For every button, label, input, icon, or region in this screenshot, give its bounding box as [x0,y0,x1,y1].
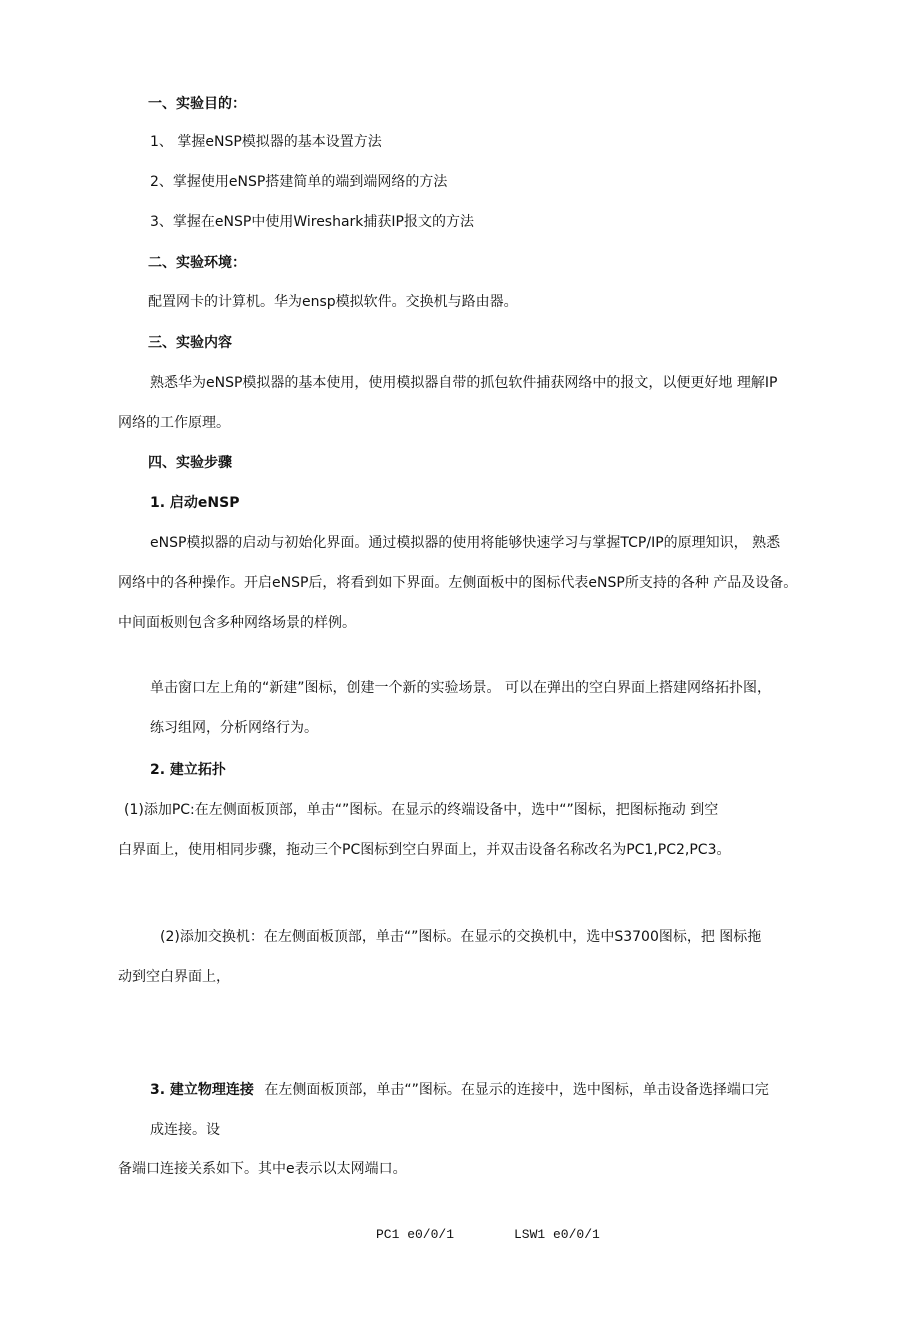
step3-line2: 成连接。设 [150,1122,220,1138]
section3-heading: 三、实验内容 [148,335,232,351]
step1-para2-line1: 单击窗口左上角的“新建”图标，创建一个新的实验场景。 可以在弹出的空白界面上搭建网络拓扑图， [150,680,771,696]
step2-heading: 2. 建立拓扑 [150,762,226,778]
step3-line3: 备端口连接关系如下。其中e表示以太网端口。 [118,1161,407,1177]
objective-item-3: 3、掌握在eNSP中使用Wireshark捕获IP报文的方法 [150,214,474,230]
step1-heading: 1. 启动eNSP [150,495,240,511]
connection-right-port: LSW1 e0/0/1 [514,1227,600,1242]
environment-text: 配置网卡的计算机。华为ensp模拟软件。交换机与路由器。 [148,294,518,310]
content-line-1: 熟悉华为eNSP模拟器的基本使用，使用模拟器自带的抓包软件捕获网络中的报文，以便更好地 理解IP [150,375,778,391]
step2-p1-line1: (1)添加PC:在左侧面板顶部，单击“”图标。在显示的终端设备中，选中“”图标，把图标拖动 到空 [124,802,719,818]
step2-p2-line2: 动到空白界面上， [118,969,230,985]
step2-p2-line1: (2)添加交换机：在左侧面板顶部，单击“”图标。在显示的交换机中，选中S3700图标，把 图标拖 [160,929,762,945]
step3-heading: 3. 建立物理连接 [150,1082,254,1098]
step1-para1-line1: eNSP模拟器的启动与初始化界面。通过模拟器的使用将能够快速学习与掌握TCP/IP的原理知识， 熟悉 [150,535,781,551]
content-line-2: 网络的工作原理。 [118,415,230,431]
section4-heading: 四、实验步骤 [148,455,232,471]
step3-line1 [150,1080,769,1100]
connection-left-port: PC1 e0/0/1 [376,1227,455,1242]
objective-item-2: 2、掌握使用eNSP搭建简单的端到端网络的方法 [150,174,448,190]
section1-heading: 一、实验目的： [148,96,246,112]
step1-para2-line2: 练习组网，分析网络行为。 [150,720,318,736]
section2-heading: 二、实验环境： [148,255,246,271]
step1-para1-line2: 网络中的各种操作。开启eNSP后，将看到如下界面。左侧面板中的图标代表eNSP所支持的各种 产品及设备。 [118,575,798,591]
objective-item-1: 1、 掌握eNSP模拟器的基本设置方法 [150,134,382,150]
step3-text: 在左侧面板顶部，单击“”图标。在显示的连接中，选中图标，单击设备选择端口完 [264,1082,769,1098]
step2-p1-line2: 白界面上，使用相同步骤，拖动三个PC图标到空白界面上，并双击设备名称改名为PC1,PC2,PC3。 [118,842,731,858]
step1-para1-line3: 中间面板则包含多种网络场景的样例。 [118,615,356,631]
